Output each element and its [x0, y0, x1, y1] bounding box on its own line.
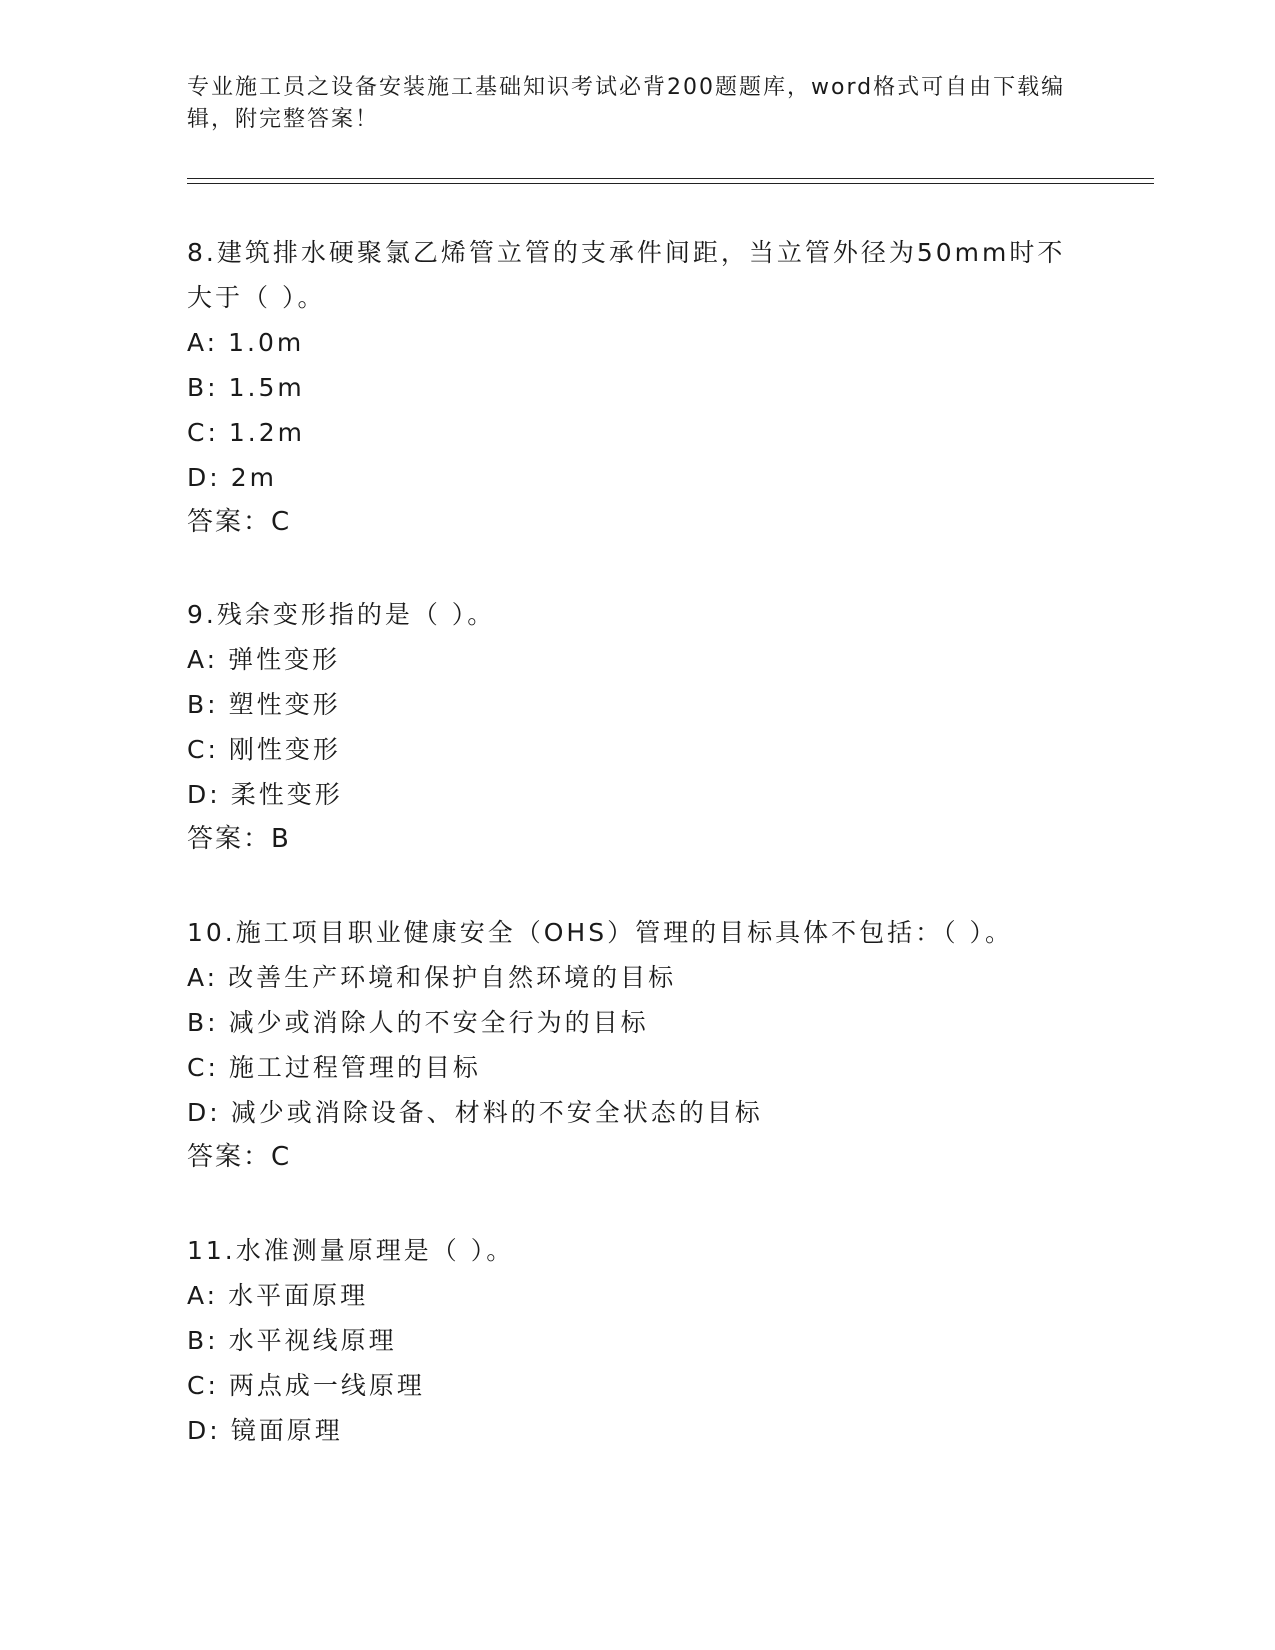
option-d: [187, 455, 1087, 500]
answer-line: 答案：C: [187, 1142, 292, 1172]
option-text: 1.5m: [228, 373, 305, 402]
question-stem: 8.建筑排水硬聚氯乙烯管立管的支承件间距，当立管外径为50mm时不大于（ ）。: [187, 238, 1066, 312]
option-separator: :: [207, 1008, 219, 1037]
header-divider-bottom: [187, 183, 1154, 184]
option-text: 减少或消除人的不安全行为的目标: [228, 1008, 649, 1037]
option-letter: A: [187, 1281, 207, 1310]
option-a: [187, 637, 1087, 682]
option-letter: D: [187, 463, 210, 492]
question-11: [187, 1228, 1087, 1453]
option-text: 水平面原理: [228, 1281, 369, 1310]
header-divider-top: [187, 178, 1154, 179]
option-letter: C: [187, 418, 208, 447]
option-separator: :: [206, 328, 219, 357]
option-text: 镜面原理: [230, 1416, 343, 1445]
option-text: 1.2m: [228, 418, 306, 447]
option-text: 2m: [230, 463, 277, 492]
option-letter: A: [187, 328, 207, 357]
question-stem: 11.水准测量原理是（ ）。: [187, 1236, 515, 1265]
option-letter: A: [187, 645, 207, 674]
option-separator: :: [207, 735, 219, 764]
option-letter: C: [187, 1053, 208, 1082]
option-letter: C: [187, 1371, 208, 1400]
option-text: 水平视线原理: [228, 1326, 397, 1355]
option-text: 改善生产环境和保护自然环境的目标: [228, 963, 677, 992]
option-separator: :: [207, 1326, 219, 1355]
question-10: [187, 910, 1087, 1180]
option-text: 刚性变形: [228, 735, 341, 764]
option-a: [187, 320, 1087, 365]
option-b: [187, 1000, 1087, 1045]
question-9: [187, 592, 1087, 862]
option-text: 柔性变形: [230, 780, 343, 809]
option-letter: C: [187, 735, 208, 764]
option-letter: D: [187, 780, 210, 809]
option-b: [187, 1318, 1087, 1363]
option-text: 弹性变形: [228, 645, 341, 674]
option-d: [187, 1090, 1087, 1135]
option-separator: :: [207, 418, 219, 447]
option-c: [187, 1045, 1087, 1090]
option-letter: B: [187, 1326, 208, 1355]
option-b: [187, 682, 1087, 727]
option-separator: :: [209, 1416, 221, 1445]
answer-line: 答案：C: [187, 507, 292, 537]
option-c: [187, 410, 1087, 455]
option-a: [187, 1273, 1087, 1318]
question-stem: 9.残余变形指的是（ ）。: [187, 600, 496, 629]
option-a: [187, 955, 1087, 1000]
option-d: [187, 772, 1087, 817]
option-c: [187, 727, 1087, 772]
option-text: 施工过程管理的目标: [228, 1053, 481, 1082]
option-separator: :: [206, 963, 219, 992]
option-letter: B: [187, 1008, 208, 1037]
option-separator: :: [209, 780, 221, 809]
option-separator: :: [207, 1371, 219, 1400]
option-separator: :: [209, 1098, 221, 1127]
option-text: 两点成一线原理: [228, 1371, 425, 1400]
option-letter: B: [187, 690, 208, 719]
option-c: [187, 1363, 1087, 1408]
option-letter: D: [187, 1098, 210, 1127]
document-header: 专业施工员之设备安装施工基础知识考试必背200题题库，word格式可自由下载编辑，附完整答案！: [187, 75, 1066, 132]
option-letter: B: [187, 373, 208, 402]
option-separator: :: [207, 1053, 219, 1082]
option-separator: :: [206, 1281, 219, 1310]
question-8: [187, 230, 1087, 545]
option-separator: :: [207, 690, 219, 719]
option-b: [187, 365, 1087, 410]
option-separator: :: [207, 373, 219, 402]
option-text: 1.0m: [228, 328, 305, 357]
option-d: [187, 1408, 1087, 1453]
question-stem: 10.施工项目职业健康安全（OHS）管理的目标具体不包括：（ ）。: [187, 918, 1014, 947]
answer-line: 答案：B: [187, 824, 291, 854]
option-letter: D: [187, 1416, 210, 1445]
option-text: 塑性变形: [228, 690, 341, 719]
option-text: 减少或消除设备、材料的不安全状态的目标: [230, 1098, 763, 1127]
option-letter: A: [187, 963, 207, 992]
option-separator: :: [206, 645, 219, 674]
option-separator: :: [209, 463, 221, 492]
